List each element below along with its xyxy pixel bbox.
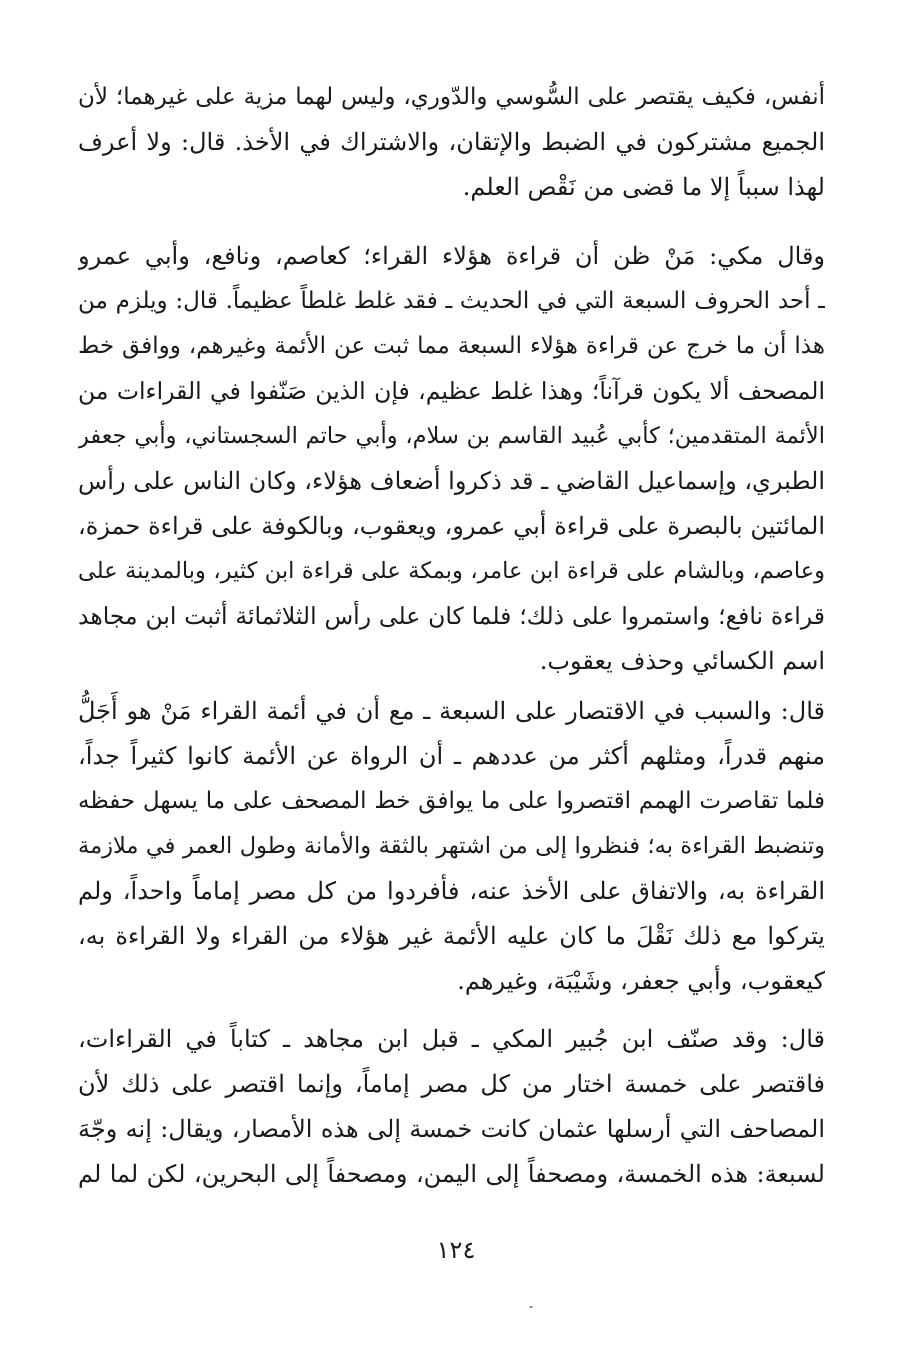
text-line: كيعقوب، وأبي جعفر، وشَيْبَة، وغيرهم. xyxy=(457,967,825,995)
page-number: ١٢٤ xyxy=(436,1236,476,1264)
text-line: اسم الكسائي وحذف يعقوب. xyxy=(539,647,825,675)
text-line: الجميع مشتركون في الضبط والإتقان، والاشتراك في الأخذ. قال: ولا أعرف xyxy=(78,128,825,156)
text-line: قال: والسبب في الاقتصار على السبعة ـ مع أن في أئمة القراء مَنْ هو أَجَلُّ xyxy=(78,697,825,725)
text-line: أنفس، فكيف يقتصر على السُّوسي والدّوري، وليس لهما مزية على غيرهما؛ لأن xyxy=(78,84,825,110)
text-line: لسبعة: هذه الخمسة، ومصحفاً إلى اليمن، ومصحفاً إلى البحرين، لكن لما لم xyxy=(78,1160,825,1188)
text-line: لهذا سبباً إلا ما قضى من نَقْص العلم. xyxy=(462,173,825,201)
text-line: وقال مكي: مَنْ ظن أن قراءة هؤلاء القراء؛ كعاصم، ونافع، وأبي عمرو xyxy=(78,242,825,270)
text-line: المصاحف التي أرسلها عثمان كانت خمسة إلى هذه الأمصار، ويقال: إنه وجّهَ xyxy=(78,1115,825,1143)
text-line: القراءة به، والاتفاق على الأخذ عنه، فأفردوا من كل مصر إماماً واحداً، ولم xyxy=(78,877,825,905)
text-line: قال: وقد صنّف ابن جُبير المكي ـ قبل ابن مجاهد ـ كتاباً في القراءات، xyxy=(78,1025,825,1053)
text-line: المائتين بالبصرة على قراءة أبي عمرو، ويعقوب، وبالكوفة على قراءة حمزة، xyxy=(78,512,825,540)
paragraph-2 xyxy=(78,234,825,684)
paragraph-1 xyxy=(78,75,825,210)
text-line: فاقتصر على خمسة اختار من كل مصر إماماً، وإنما اقتصر على ذلك لأن xyxy=(78,1070,825,1098)
text-line: الطبري، وإسماعيل القاضي ـ قد ذكروا أضعاف هؤلاء، وكان الناس على رأس xyxy=(78,467,825,495)
text-line: المصحف ألا يكون قرآناً؛ وهذا غلط عظيم، فإن الذين صَنّفوا في القراءات من xyxy=(78,377,825,405)
paragraph-4 xyxy=(78,1017,825,1197)
text-line: وعاصم، وبالشام على قراءة ابن عامر، وبمكة على قراءة ابن كثير، وبالمدينة على xyxy=(78,558,825,584)
text-line: يتركوا مع ذلك نَقْلَ ما كان عليه الأئمة غير هؤلاء من القراء ولا القراءة به، xyxy=(78,922,825,950)
text-line: قراءة نافع؛ واستمروا على ذلك؛ فلما كان على رأس الثلاثمائة أثبت ابن مجاهد xyxy=(78,602,825,630)
text-line: فلما تقاصرت الهمم اقتصروا على ما يوافق خط المصحف على ما يسهل حفظه xyxy=(78,788,825,814)
text-line: هذا أن ما خرج عن قراءة هؤلاء السبعة مما ثبت عن الأئمة وغيرهم، ووافق خط xyxy=(78,333,825,359)
text-line: ـ أحد الحروف السبعة التي في الحديث ـ فقد غلط غلطاً عظيماً. قال: ويلزم من xyxy=(78,288,825,314)
scan-speck xyxy=(529,1306,533,1308)
paragraph-3 xyxy=(78,689,825,1004)
text-line: الأئمة المتقدمين؛ كأبي عُبيد القاسم بن سلام، وأبي حاتم السجستاني، وأبي جعفر xyxy=(78,423,825,449)
text-line: منهم قدراً، ومثلهم أكثر من عددهم ـ أن الرواة عن الأئمة كانوا كثيراً جداً، xyxy=(78,742,825,770)
text-line: وتنضبط القراءة به؛ فنظروا إلى من اشتهر بالثقة والأمانة وطول العمر في ملازمة xyxy=(78,833,825,859)
